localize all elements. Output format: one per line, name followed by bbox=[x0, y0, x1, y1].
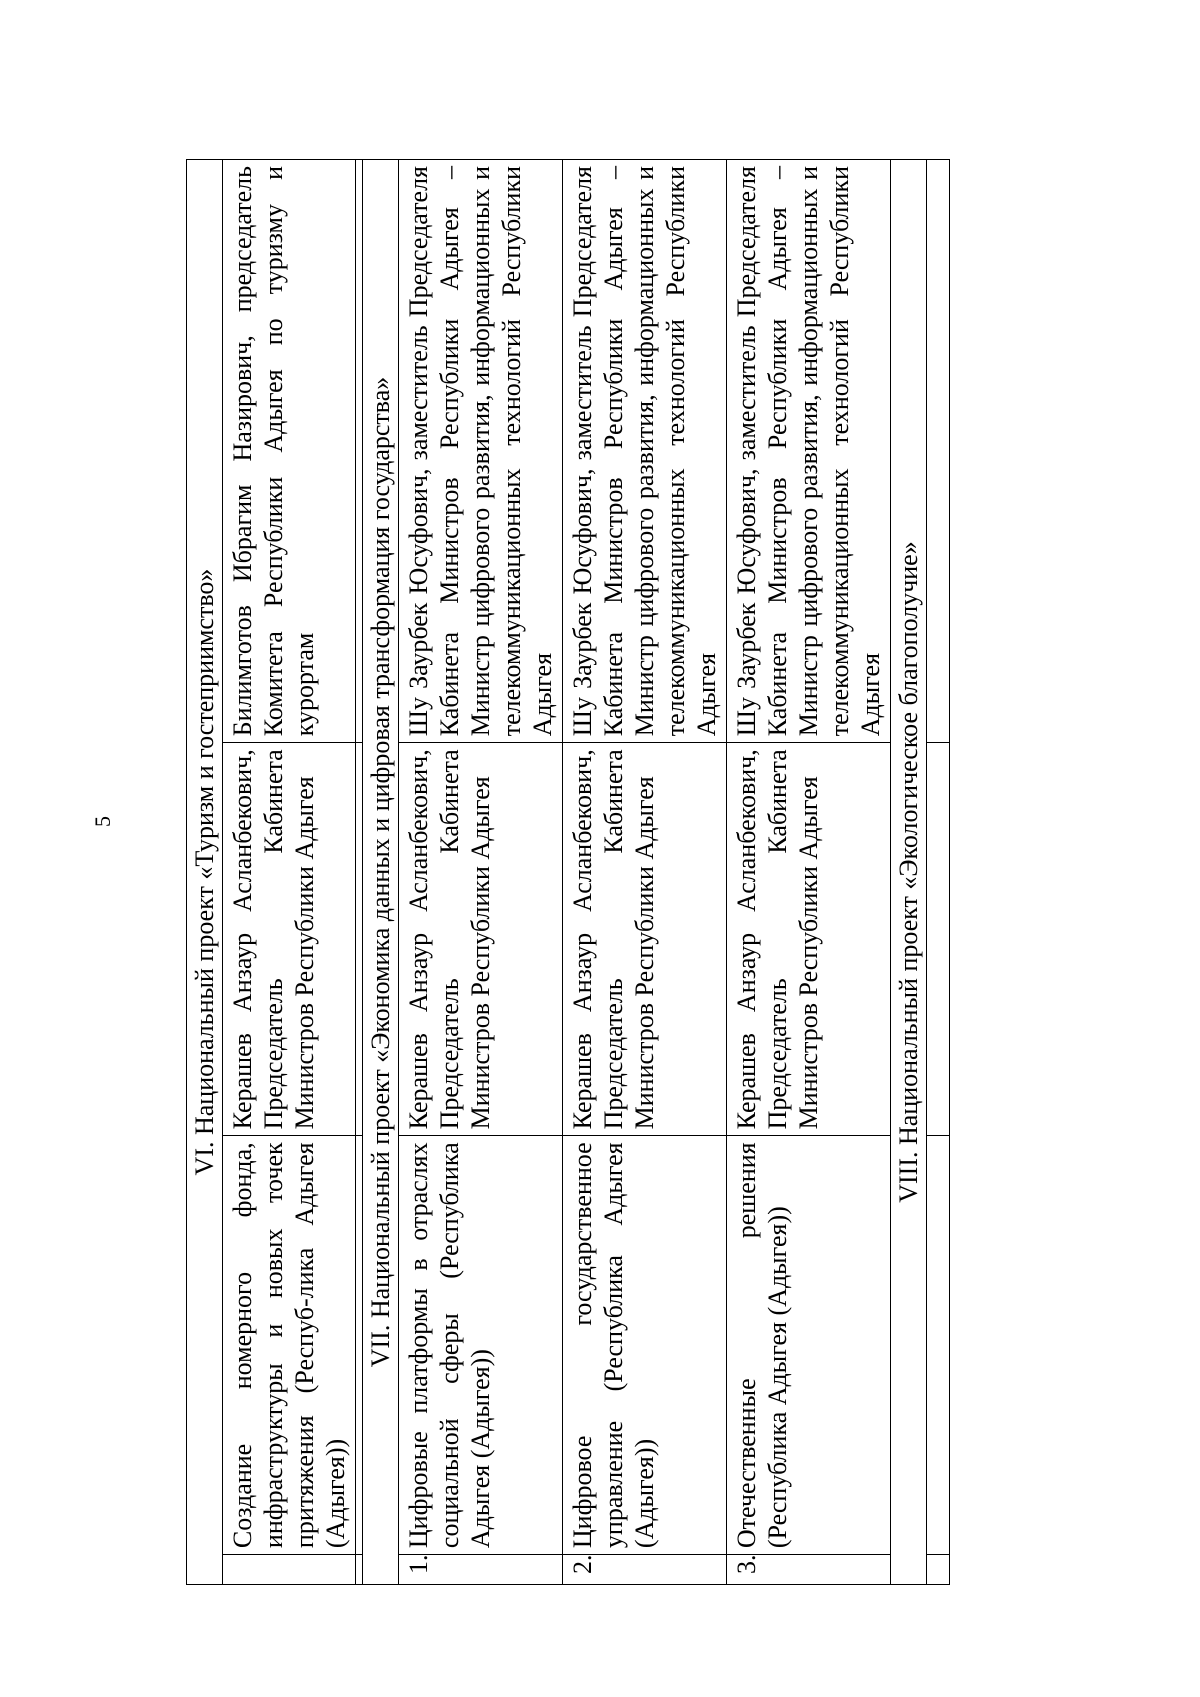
regional-project-cell: Отечественные решения (Республика Адыгея (Адыгея)) bbox=[727, 1136, 891, 1555]
table-row bbox=[727, 160, 891, 1585]
row-number: 3. bbox=[727, 1555, 891, 1585]
project-head-cell: Шу Заурбек Юсуфович, заместитель Председателя Кабинета Министров Республики Адыгея – Министр цифрового развития, информационных и телекоммуникационных технологий Республики Адыгея bbox=[399, 160, 563, 743]
rotated-table-wrapper bbox=[186, 159, 1046, 1585]
section-title: VI. Национальный проект «Туризм и гостеприимство» bbox=[187, 160, 223, 1585]
table-row bbox=[399, 160, 563, 1585]
row-number: 2. bbox=[563, 1555, 727, 1585]
project-head-cell: Шу Заурбек Юсуфович, заместитель Председателя Кабинета Министров Республики Адыгея – Министр цифрового развития, информационных и телекоммуникационных технологий Республики Адыгея bbox=[563, 160, 727, 743]
curator-cell: Керашев Анзаур Асланбекович, Председатель Кабинета Министров Республики Адыгея bbox=[223, 743, 356, 1136]
projects-table bbox=[186, 159, 950, 1585]
section-title: VII. Национальный проект «Экономика данных и цифровая трансформация государства» bbox=[363, 160, 399, 1585]
empty-row bbox=[927, 160, 950, 1585]
regional-project-cell: Цифровые платформы в отраслях социальной сферы (Республика Адыгея (Адыгея)) bbox=[399, 1136, 563, 1555]
row-number: 1. bbox=[399, 1555, 563, 1585]
section-heading-row bbox=[363, 160, 399, 1585]
project-head-cell: Билимготов Ибрагим Назирович, председатель Комитета Республики Адыгея по туризму и курортам bbox=[223, 160, 356, 743]
section-heading-row bbox=[187, 160, 223, 1585]
separator-row bbox=[356, 160, 363, 1585]
curator-cell: Керашев Анзаур Асланбекович, Председатель Кабинета Министров Республики Адыгея bbox=[399, 743, 563, 1136]
curator-cell: Керашев Анзаур Асланбекович, Председатель Кабинета Министров Республики Адыгея bbox=[727, 743, 891, 1136]
project-head-cell: Шу Заурбек Юсуфович, заместитель Председателя Кабинета Министров Республики Адыгея – Министр цифрового развития, информационных и телекоммуникационных технологий Республики Адыгея bbox=[727, 160, 891, 743]
curator-cell: Керашев Анзаур Асланбекович, Председатель Кабинета Министров Республики Адыгея bbox=[563, 743, 727, 1136]
section-heading-row bbox=[891, 160, 927, 1585]
page-number: 5 bbox=[90, 816, 115, 827]
row-number bbox=[223, 1555, 356, 1585]
regional-project-cell: Создание номерного фонда, инфраструктуры и новых точек притяжения (Респуб-лика Адыгея (Адыгея)) bbox=[223, 1136, 356, 1555]
section-title: VIII. Национальный проект «Экологическое благополучие» bbox=[891, 160, 927, 1585]
regional-project-cell: Цифровое государственное управление (Республика Адыгея (Адыгея)) bbox=[563, 1136, 727, 1555]
table-row bbox=[563, 160, 727, 1585]
table-row bbox=[223, 160, 356, 1585]
